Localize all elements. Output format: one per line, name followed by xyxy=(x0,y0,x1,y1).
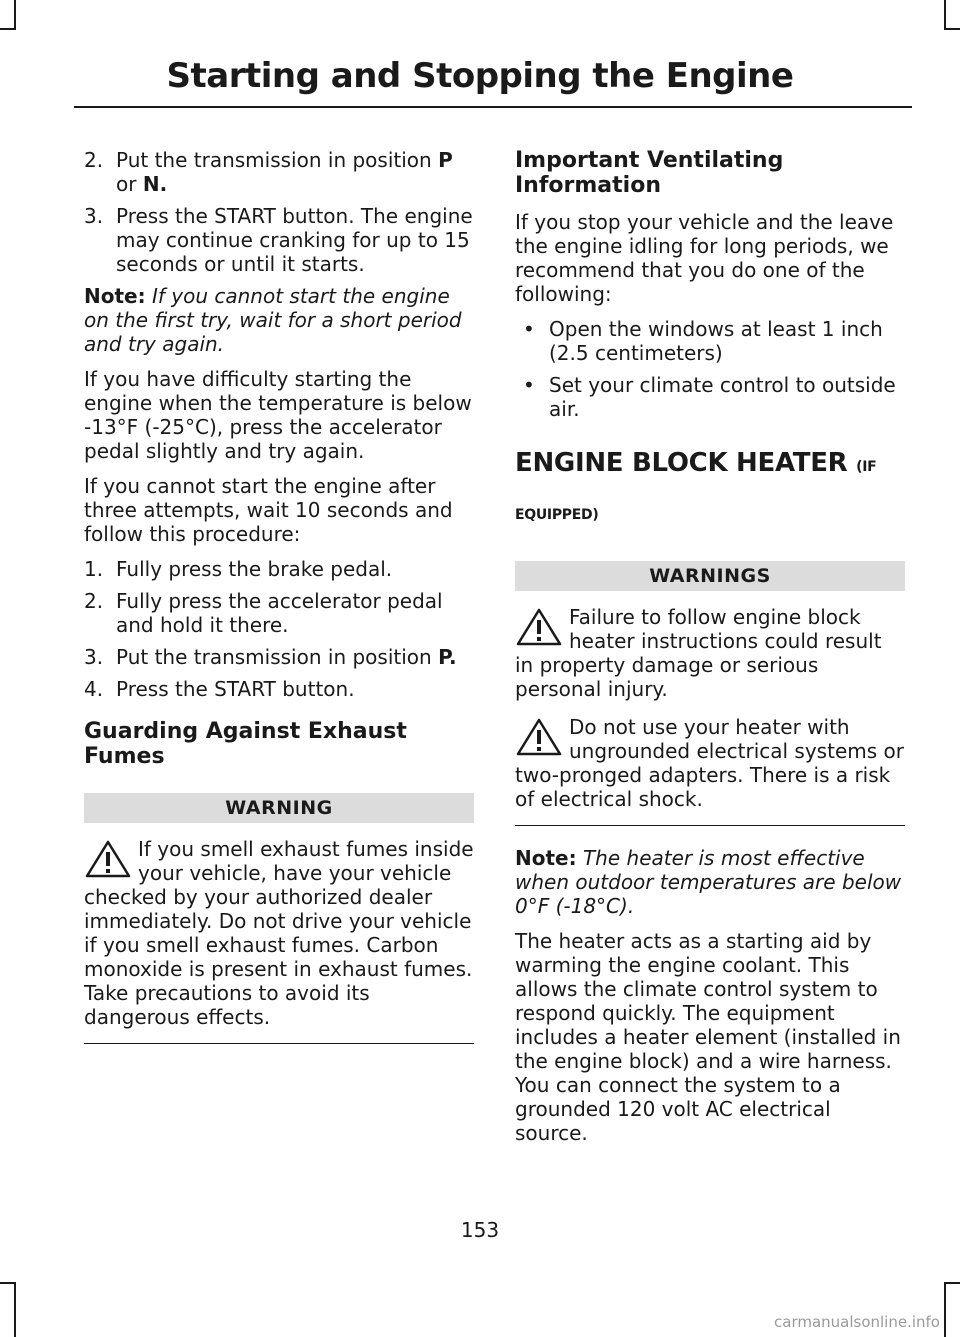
list-item xyxy=(84,204,474,276)
page-number: 153 xyxy=(460,1218,500,1242)
list-item xyxy=(84,557,474,581)
chapter-suffix: (IF EQUIPPED) xyxy=(515,459,877,523)
position-p: P. xyxy=(438,645,457,669)
crop-mark xyxy=(14,1282,16,1337)
list-text: Fully press the accelerator pedal and hold it there. xyxy=(116,589,443,637)
list-item xyxy=(84,677,474,701)
section-heading: Guarding Against Exhaust Fumes xyxy=(84,719,407,769)
note-text: If you cannot start the engine on the first try, wait for a short period and try again. xyxy=(84,284,462,356)
warning-triangle-icon xyxy=(84,839,132,879)
left-column xyxy=(84,148,474,1064)
list-number: 3. xyxy=(84,645,104,669)
crop-mark xyxy=(0,28,16,30)
list-item xyxy=(84,589,474,637)
bullet-text: Set your climate control to outside air. xyxy=(549,373,896,421)
crop-mark xyxy=(0,1282,16,1284)
list-item xyxy=(84,645,474,669)
paragraph: The heater acts as a starting aid by warming the engine coolant. This allows the climate control system to respond quickly. The equipment includes a heater element (installed in the engine block) and a wire harness. You can connect the system to a grounded 120 volt AC electrical source. xyxy=(515,929,901,1145)
list-text: Press the START button. xyxy=(116,677,355,701)
list-text: Fully press the brake pedal. xyxy=(116,557,393,581)
warning-item xyxy=(515,605,905,701)
list-text: Put the transmission in position xyxy=(116,148,439,172)
paragraph: If you cannot start the engine after three attempts, wait 10 seconds and follow this procedure: xyxy=(84,474,453,546)
note-text: The heater is most effective when outdoor temperatures are below 0°F (-18°C). xyxy=(515,846,902,918)
position-n: N. xyxy=(142,172,168,196)
note xyxy=(84,284,474,356)
warning-item xyxy=(515,715,905,811)
note-label: Note: xyxy=(515,846,577,870)
right-column xyxy=(515,148,905,1156)
crop-mark xyxy=(944,0,946,30)
list-text: or xyxy=(116,172,143,196)
paragraph: If you have difficulty starting the engine when the temperature is below -13°F (-25°C), press the accelerator pedal slightly and try again. xyxy=(84,367,472,463)
crop-mark xyxy=(944,28,960,30)
warning-text: If you smell exhaust fumes inside your vehicle, have your vehicle checked by your authorized dealer immediately. Do not drive your vehicle if you smell exhaust fumes. Carbon monoxide is present in exhaust fumes. Take precautions to avoid its dangerous effects. xyxy=(84,837,474,1029)
header-divider xyxy=(74,106,912,108)
list-number: 2. xyxy=(84,148,104,172)
position-p: P xyxy=(438,148,453,172)
warning-header: WARNING xyxy=(84,793,474,823)
warnings-header: WARNINGS xyxy=(515,561,905,591)
warning-divider xyxy=(515,825,905,826)
bullet-item xyxy=(515,317,905,365)
warning-triangle-icon xyxy=(515,607,563,647)
bullet-text: Open the windows at least 1 inch (2.5 centimeters) xyxy=(549,317,883,365)
list-number: 1. xyxy=(84,557,104,581)
bullet-glyph: • xyxy=(523,373,535,397)
chapter-title: ENGINE BLOCK HEATER xyxy=(515,448,848,478)
warning-text: Failure to follow engine block heater instructions could result in property damage or serious personal injury. xyxy=(515,605,882,701)
chapter-heading xyxy=(515,441,905,537)
list-number: 2. xyxy=(84,589,104,613)
bullet-glyph: • xyxy=(523,317,535,341)
crop-mark xyxy=(14,0,16,30)
warning-triangle-icon xyxy=(515,717,563,757)
warning-text: Do not use your heater with ungrounded electrical systems or two-pronged adapters. There is a risk of electrical shock. xyxy=(515,715,904,811)
list-text: Press the START button. The engine may continue cranking for up to 15 seconds or until it starts. xyxy=(116,204,473,276)
list-number: 4. xyxy=(84,677,104,701)
warning-item xyxy=(84,837,474,1029)
note xyxy=(515,846,905,918)
crop-mark xyxy=(944,1282,960,1284)
bullet-item xyxy=(515,373,905,421)
list-text: Put the transmission in position xyxy=(116,645,439,669)
section-heading: Important Ventilating Information xyxy=(515,148,784,198)
watermark[interactable]: carmanualsonline.info xyxy=(774,1313,940,1331)
note-label: Note: xyxy=(84,284,146,308)
crop-mark xyxy=(944,1282,946,1337)
paragraph: If you stop your vehicle and the leave the engine idling for long periods, we recommend that you do one of the following: xyxy=(515,210,894,306)
page-title: Starting and Stopping the Engine xyxy=(166,56,794,96)
list-number: 3. xyxy=(84,204,104,228)
list-item xyxy=(84,148,474,196)
warning-divider xyxy=(84,1043,474,1044)
